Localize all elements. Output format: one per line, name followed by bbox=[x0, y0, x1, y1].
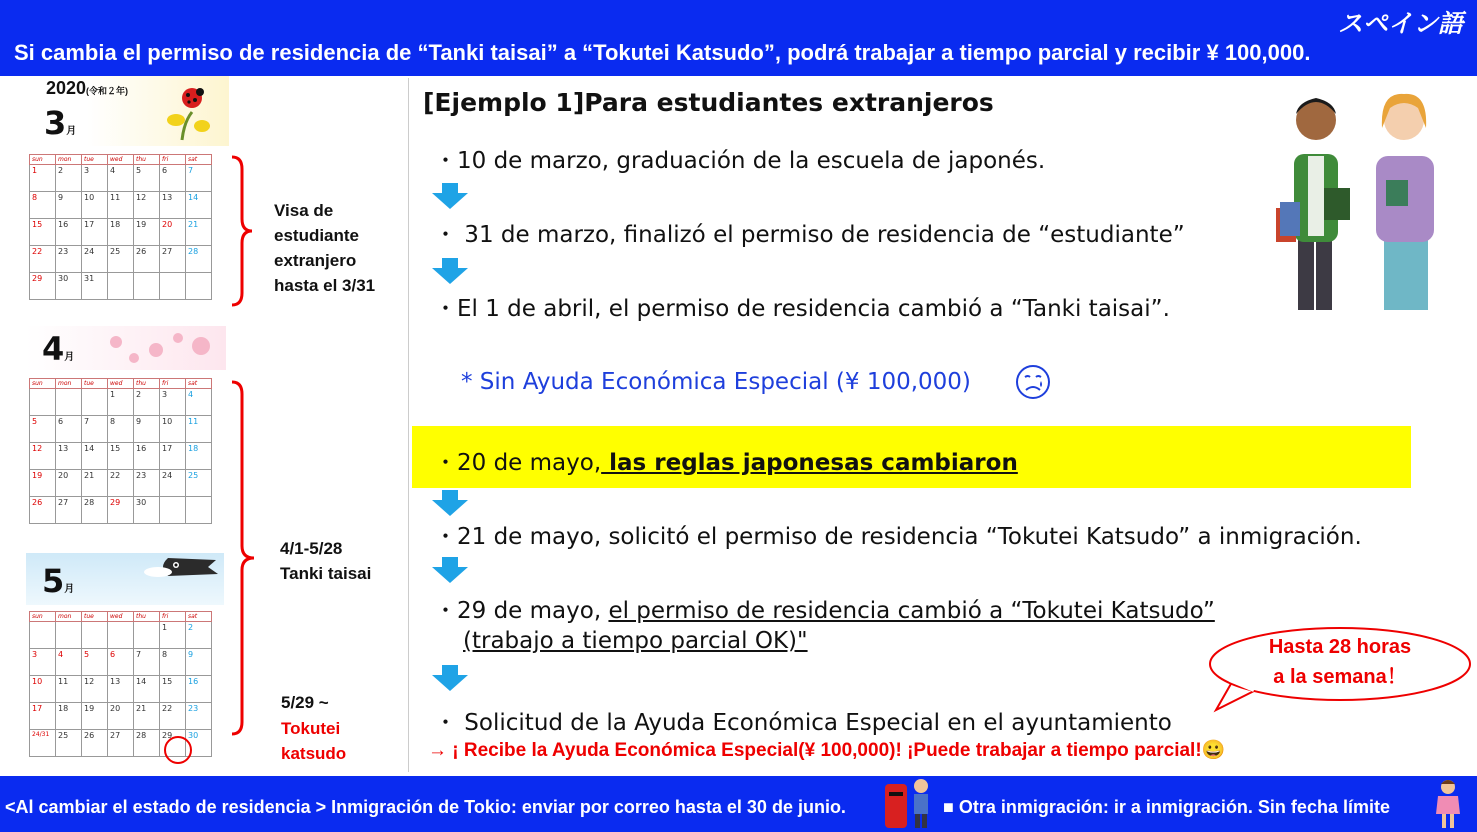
column-divider bbox=[408, 78, 409, 772]
calendar-day-cell bbox=[160, 273, 186, 300]
calendar-day-cell: 2 bbox=[56, 165, 82, 192]
student-label-line: estudiante bbox=[274, 226, 360, 245]
calendar-day-cell: 10 bbox=[82, 192, 108, 219]
calendar-day-cell: 15 bbox=[30, 219, 56, 246]
calendar-day-cell: 23 bbox=[186, 703, 212, 730]
calendar-day-cell: 27 bbox=[160, 246, 186, 273]
calendar-day-cell: 11 bbox=[108, 192, 134, 219]
tokutei-label bbox=[281, 716, 346, 766]
april-calendar-grid bbox=[29, 378, 212, 524]
calendar-week-row bbox=[30, 416, 212, 443]
tanki-name: Tanki taisai bbox=[280, 564, 372, 583]
calendar-day-cell: 9 bbox=[186, 649, 212, 676]
step-text: 29 de mayo, bbox=[457, 598, 609, 624]
page-title: Si cambia el permiso de residencia de “Tanki taisai” a “Tokutei Katsudo”, podrá trabajar a tiempo parcial y recibir ¥ 100,000. bbox=[14, 40, 1311, 65]
calendar-week-row bbox=[30, 622, 212, 649]
calendar-day-cell: 28 bbox=[82, 497, 108, 524]
month-suffix: 月 bbox=[64, 584, 75, 595]
calendar-day-cell: 20 bbox=[56, 470, 82, 497]
calendar-day-cell: 16 bbox=[134, 443, 160, 470]
calendar-day-cell: 18 bbox=[186, 443, 212, 470]
calendar-day-cell: sun bbox=[30, 155, 56, 165]
koinobori-icon bbox=[142, 552, 224, 582]
student-label-line: Visa de bbox=[274, 201, 334, 220]
calendar-day-cell: 31 bbox=[82, 273, 108, 300]
calendar-day-cell: 24/31 bbox=[30, 730, 56, 757]
calendar-day-cell bbox=[30, 389, 56, 416]
down-arrow-icon bbox=[432, 258, 468, 284]
tanki-period-label bbox=[280, 536, 371, 586]
calendar-day-cell: fri bbox=[160, 612, 186, 622]
calendar-day-cell bbox=[160, 497, 186, 524]
calendar-day-cell: sat bbox=[186, 612, 212, 622]
calendar-day-cell: 21 bbox=[186, 219, 212, 246]
calendar-day-cell: 13 bbox=[56, 443, 82, 470]
step-text: 31 de marzo, finalizó el permiso de residencia de “estudiante” bbox=[457, 222, 1185, 248]
calendar-day-cell: 21 bbox=[134, 703, 160, 730]
calendar-day-cell: 6 bbox=[160, 165, 186, 192]
may-29-circle bbox=[164, 736, 192, 764]
tokutei-date-label: 5/29 ~ bbox=[281, 693, 329, 712]
year-text: 2020 bbox=[46, 78, 87, 98]
calendar-day-cell: 19 bbox=[134, 219, 160, 246]
calendar-day-cell: 26 bbox=[134, 246, 160, 273]
step-rules-changed bbox=[434, 444, 1018, 477]
calendar-day-cell: 5 bbox=[82, 649, 108, 676]
calendar-day-cell: 17 bbox=[160, 443, 186, 470]
bullet: ・ bbox=[434, 710, 457, 736]
calendar-day-cell: 29 bbox=[160, 730, 186, 757]
step-graduation bbox=[434, 142, 1045, 175]
ladybug-flower-icon bbox=[162, 82, 222, 142]
calendar-week-row bbox=[30, 497, 212, 524]
tanki-bracket bbox=[228, 380, 258, 738]
calendar-day-cell: thu bbox=[134, 612, 160, 622]
month-suffix: 月 bbox=[66, 126, 77, 137]
calendar-weekday-row bbox=[30, 155, 212, 165]
calendar-day-cell: wed bbox=[108, 379, 134, 389]
calendar-day-cell: 2 bbox=[134, 389, 160, 416]
april-month-label bbox=[42, 330, 74, 368]
calendar-day-cell: 1 bbox=[160, 622, 186, 649]
march-calendar-grid bbox=[29, 154, 212, 300]
calendar-day-cell: 23 bbox=[56, 246, 82, 273]
sad-face-icon bbox=[1015, 364, 1051, 400]
calendar-day-cell: 25 bbox=[56, 730, 82, 757]
calendar-day-cell: 4 bbox=[108, 165, 134, 192]
calendar-day-cell: 10 bbox=[30, 676, 56, 703]
calendar-day-cell: sun bbox=[30, 379, 56, 389]
calendar-day-cell: 12 bbox=[30, 443, 56, 470]
step-text: El 1 de abril, el permiso de residencia cambió a “Tanki taisai”. bbox=[457, 296, 1170, 322]
bubble-line: a la semana！ bbox=[1273, 666, 1407, 688]
calendar-week-row bbox=[30, 389, 212, 416]
calendar-day-cell: 7 bbox=[186, 165, 212, 192]
calendar-day-cell: 7 bbox=[134, 649, 160, 676]
calendar-day-cell: tue bbox=[82, 379, 108, 389]
calendar-day-cell: sat bbox=[186, 379, 212, 389]
calendar-day-cell: 25 bbox=[108, 246, 134, 273]
calendar-day-cell: 7 bbox=[82, 416, 108, 443]
calendar-day-cell: 15 bbox=[108, 443, 134, 470]
calendar-day-cell: 9 bbox=[134, 416, 160, 443]
calendar-day-cell: 24 bbox=[82, 246, 108, 273]
calendar-week-row bbox=[30, 273, 212, 300]
step-text: 21 de mayo, solicitó el permiso de residencia “Tokutei Katsudo” a inmigración. bbox=[457, 524, 1362, 550]
step-underlined-text: el permiso de residencia cambió a “Tokutei Katsudo” bbox=[608, 598, 1215, 624]
calendar-day-cell: 23 bbox=[134, 470, 160, 497]
calendar-day-cell bbox=[56, 622, 82, 649]
may-month-label bbox=[42, 562, 74, 600]
calendar-day-cell: 25 bbox=[186, 470, 212, 497]
calendar-day-cell bbox=[186, 497, 212, 524]
footer-tokyo-note: <Al cambiar el estado de residencia > Inmigración de Tokio: enviar por correo hasta el 30 de junio. bbox=[5, 797, 846, 817]
down-arrow-icon bbox=[432, 557, 468, 583]
calendar-week-row bbox=[30, 192, 212, 219]
footer-other-immigration: ■ Otra inmigración: ir a inmigración. Sin fecha límite bbox=[943, 797, 1390, 817]
calendar-day-cell: 30 bbox=[56, 273, 82, 300]
calendar-day-cell: 20 bbox=[160, 219, 186, 246]
no-aid-text: * Sin Ayuda Económica Especial (¥ 100,000) bbox=[461, 369, 971, 395]
may-calendar-grid bbox=[29, 611, 212, 757]
calendar-day-cell: 4 bbox=[56, 649, 82, 676]
calendar-day-cell bbox=[134, 622, 160, 649]
students-illustration bbox=[1268, 84, 1448, 320]
calendar-day-cell: 26 bbox=[30, 497, 56, 524]
calendar-day-cell: 13 bbox=[160, 192, 186, 219]
calendar-day-cell: 28 bbox=[186, 246, 212, 273]
calendar-day-cell: 16 bbox=[186, 676, 212, 703]
calendar-day-cell: 6 bbox=[108, 649, 134, 676]
calendar-day-cell: 14 bbox=[186, 192, 212, 219]
bullet: ・ bbox=[434, 148, 457, 174]
calendar-day-cell: 3 bbox=[30, 649, 56, 676]
calendar-day-cell: 12 bbox=[82, 676, 108, 703]
era-text: (令和２年) bbox=[86, 86, 129, 96]
calendar-day-cell: 1 bbox=[30, 165, 56, 192]
tanki-dates: 4/1-5/28 bbox=[280, 539, 343, 558]
calendar-week-row bbox=[30, 246, 212, 273]
calendar-day-cell: 6 bbox=[56, 416, 82, 443]
calendar-day-cell: 12 bbox=[134, 192, 160, 219]
calendar-day-cell: mon bbox=[56, 612, 82, 622]
down-arrow-icon bbox=[432, 665, 468, 691]
calendar-day-cell: fri bbox=[160, 379, 186, 389]
calendar-day-cell: 19 bbox=[30, 470, 56, 497]
march-month-label bbox=[44, 104, 76, 142]
calendar-day-cell: wed bbox=[108, 612, 134, 622]
calendar-day-cell bbox=[56, 389, 82, 416]
calendar-day-cell: 5 bbox=[30, 416, 56, 443]
calendar-week-row bbox=[30, 165, 212, 192]
calendar-day-cell: 22 bbox=[108, 470, 134, 497]
calendar-day-cell: sat bbox=[186, 155, 212, 165]
part-time-ok: (trabajo a tiempo parcial OK)" bbox=[463, 628, 808, 654]
calendar-day-cell bbox=[108, 273, 134, 300]
calendar-day-cell: 22 bbox=[30, 246, 56, 273]
calendar-day-cell: 2 bbox=[186, 622, 212, 649]
calendar-day-cell: 20 bbox=[108, 703, 134, 730]
calendar-day-cell: tue bbox=[82, 612, 108, 622]
march-month-number: 3 bbox=[44, 104, 67, 142]
mailbox-person-icon bbox=[881, 776, 935, 830]
step-tanki-taisai bbox=[434, 290, 1170, 323]
calendar-day-cell bbox=[82, 389, 108, 416]
student-label-line: hasta el 3/31 bbox=[274, 276, 376, 295]
tokutei-label-line: katsudo bbox=[281, 744, 347, 763]
step-text: 20 de mayo, bbox=[457, 450, 602, 476]
calendar-day-cell: sun bbox=[30, 612, 56, 622]
calendar-weekday-row bbox=[30, 379, 212, 389]
bullet: ・ bbox=[434, 222, 457, 248]
bubble-line: Hasta 28 horas bbox=[1268, 636, 1412, 658]
calendar-day-cell bbox=[82, 622, 108, 649]
calendar-week-row bbox=[30, 443, 212, 470]
step-apply-aid bbox=[434, 704, 1172, 737]
student-visa-label bbox=[274, 198, 375, 298]
calendar-day-cell: 22 bbox=[160, 703, 186, 730]
tokutei-label-line: Tokutei bbox=[281, 719, 341, 738]
calendar-day-cell: 4 bbox=[186, 389, 212, 416]
calendar-day-cell: 18 bbox=[108, 219, 134, 246]
calendar-day-cell: 15 bbox=[160, 676, 186, 703]
calendar-day-cell: 8 bbox=[108, 416, 134, 443]
bubble-text bbox=[1200, 632, 1477, 692]
month-suffix: 月 bbox=[64, 352, 75, 363]
step-text: Solicitud de la Ayuda Económica Especial en el ayuntamiento bbox=[457, 710, 1172, 736]
bullet: ・ bbox=[434, 450, 457, 476]
calendar-day-cell: 9 bbox=[56, 192, 82, 219]
calendar-day-cell: thu bbox=[134, 155, 160, 165]
calendar-day-cell: thu bbox=[134, 379, 160, 389]
calendar-day-cell: 30 bbox=[186, 730, 212, 757]
calendar-day-cell: 21 bbox=[82, 470, 108, 497]
sakura-icon bbox=[96, 328, 226, 368]
step-applied-tokutei bbox=[434, 518, 1362, 551]
calendar-day-cell: 30 bbox=[134, 497, 160, 524]
step-permit-changed bbox=[434, 592, 1215, 625]
april-month-number: 4 bbox=[42, 330, 65, 368]
language-label: スペイン語 bbox=[1337, 9, 1463, 38]
bullet: ・ bbox=[434, 524, 457, 550]
calendar-day-cell: 19 bbox=[82, 703, 108, 730]
march-bracket bbox=[228, 155, 256, 307]
example-heading: [Ejemplo 1]Para estudiantes extranjeros bbox=[423, 88, 994, 117]
calendar-day-cell: 29 bbox=[30, 273, 56, 300]
calendar-day-cell: 11 bbox=[186, 416, 212, 443]
calendar-day-cell: 8 bbox=[160, 649, 186, 676]
calendar-day-cell: 26 bbox=[82, 730, 108, 757]
calendar-day-cell: mon bbox=[56, 379, 82, 389]
calendar-day-cell bbox=[134, 273, 160, 300]
bullet: ・ bbox=[434, 598, 457, 624]
calendar-day-cell: 5 bbox=[134, 165, 160, 192]
result-text: → ¡ Recibe la Ayuda Económica Especial(¥ 100,000)! ¡Puede trabajar a tiempo parcial!😀 bbox=[428, 740, 1226, 761]
calendar-day-cell: 17 bbox=[82, 219, 108, 246]
calendar-day-cell: 14 bbox=[82, 443, 108, 470]
calendar-day-cell bbox=[108, 622, 134, 649]
step-student-permit-ended bbox=[434, 216, 1185, 249]
calendar-year bbox=[46, 78, 128, 99]
calendar-day-cell: 28 bbox=[134, 730, 160, 757]
calendar-weekday-row bbox=[30, 612, 212, 622]
down-arrow-icon bbox=[432, 490, 468, 516]
rules-changed-text: las reglas japonesas cambiaron bbox=[601, 450, 1018, 476]
calendar-day-cell: 18 bbox=[56, 703, 82, 730]
calendar-day-cell: 13 bbox=[108, 676, 134, 703]
calendar-day-cell: mon bbox=[56, 155, 82, 165]
calendar-day-cell: 24 bbox=[160, 470, 186, 497]
person-icon bbox=[1430, 778, 1466, 830]
calendar-day-cell: wed bbox=[108, 155, 134, 165]
calendar-day-cell: 10 bbox=[160, 416, 186, 443]
calendar-day-cell: 27 bbox=[108, 730, 134, 757]
calendar-day-cell: 17 bbox=[30, 703, 56, 730]
calendar-week-row bbox=[30, 676, 212, 703]
calendar-day-cell: tue bbox=[82, 155, 108, 165]
calendar-week-row bbox=[30, 703, 212, 730]
calendar-week-row bbox=[30, 649, 212, 676]
no-aid-note bbox=[461, 369, 971, 395]
calendar-day-cell: 1 bbox=[108, 389, 134, 416]
calendar-week-row bbox=[30, 470, 212, 497]
calendar-day-cell: 3 bbox=[160, 389, 186, 416]
step-text: 10 de marzo, graduación de la escuela de japonés. bbox=[457, 148, 1046, 174]
may-month-number: 5 bbox=[42, 562, 65, 600]
calendar-day-cell: 29 bbox=[108, 497, 134, 524]
calendar-day-cell: 14 bbox=[134, 676, 160, 703]
down-arrow-icon bbox=[432, 183, 468, 209]
calendar-day-cell: 16 bbox=[56, 219, 82, 246]
student-label-line: extranjero bbox=[274, 251, 357, 270]
calendar-day-cell bbox=[186, 273, 212, 300]
calendar-week-row bbox=[30, 219, 212, 246]
calendar-day-cell bbox=[30, 622, 56, 649]
calendar-day-cell: 27 bbox=[56, 497, 82, 524]
calendar-day-cell: 8 bbox=[30, 192, 56, 219]
calendar-day-cell: 11 bbox=[56, 676, 82, 703]
calendar-day-cell: 3 bbox=[82, 165, 108, 192]
bullet: ・ bbox=[434, 296, 457, 322]
calendar-day-cell: fri bbox=[160, 155, 186, 165]
